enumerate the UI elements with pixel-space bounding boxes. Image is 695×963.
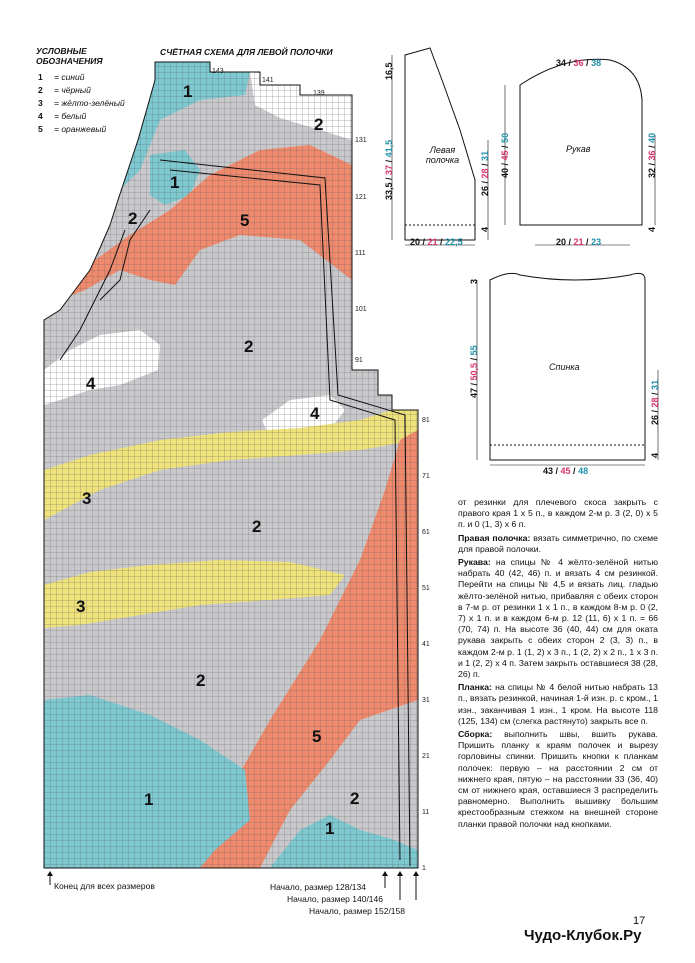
zone-label: 5 bbox=[312, 727, 322, 746]
paragraph: от резинки для плечевого скоса закрыть с правого края 1 х 5 п., в каждом 2-м р. 3 (2, 0) х 5 п. и 0 (1, 3) х 6 п. bbox=[458, 497, 658, 530]
row-number: 91 bbox=[355, 357, 363, 364]
back-top-dim: 3 bbox=[469, 278, 479, 284]
front-height-right: 26 / 28 / 31 bbox=[480, 150, 490, 196]
front-outline bbox=[405, 48, 475, 240]
arrow-head-152 bbox=[413, 871, 419, 876]
zone-label: 2 bbox=[350, 789, 360, 808]
sleeve-label: Рукав bbox=[566, 144, 591, 154]
legend-item: 1 = синий bbox=[38, 72, 85, 82]
row-number: 141 bbox=[262, 77, 274, 84]
start-128-label: Начало, размер 128/134 bbox=[270, 882, 366, 892]
front-height-left: 33,5 / 37 / 41,5 bbox=[384, 139, 394, 200]
arrow-head-128 bbox=[382, 871, 388, 876]
back-label: Спинка bbox=[549, 362, 580, 372]
zone-label: 3 bbox=[76, 597, 86, 616]
front-rib: 4 bbox=[480, 226, 490, 232]
row-number: 101 bbox=[355, 306, 367, 313]
zone-label: 1 bbox=[325, 819, 335, 838]
schematics-svg bbox=[380, 40, 680, 480]
instructions-text bbox=[458, 497, 658, 832]
paragraph: Рукава: на спицы № 4 жёлто-зелёной нитью набрать 40 (42, 46) п. и вязать 4 см резинкой. Перейти на спицы № 4,5 и вязать лиц. гладью жёлто-зелёной нитью, прибавляя с обеих сторон в 7-м р. от резинки 1 х 1 п., в каждом 8-м р. 0 (2, 7) х 1 п. и в каждом 6-м р. 12 (11, 6) х 1 п. = 66 (70, 74) п. На высоте 36 (40, 44) см для оката рукава закрыть с обеих сторон 2 (3, 3) п., в каждом 2-м р. 1 (1, 2) х 3 п., 1 (2, 2) х 2 п., 1 х 3 п. и 1 (2, 2) х 4 п. Затем закрыть оставшиеся 38 (28, 26) п. bbox=[458, 557, 658, 680]
start-140-label: Начало, размер 140/146 bbox=[287, 894, 383, 904]
row-number: 11 bbox=[422, 809, 430, 816]
zone-label: 1 bbox=[183, 82, 193, 101]
row-number: 111 bbox=[355, 250, 366, 257]
sleeve-top-width: 34 / 36 / 38 bbox=[556, 58, 602, 68]
back-rib: 4 bbox=[650, 452, 660, 458]
zone-label: 1 bbox=[170, 173, 180, 192]
row-number: 139 bbox=[313, 90, 325, 97]
row-number: 21 bbox=[422, 753, 430, 760]
sleeve-height-left: 40 / 45 / 50 bbox=[500, 132, 510, 178]
sleeve-rib: 4 bbox=[647, 226, 657, 232]
row-number: 41 bbox=[422, 641, 430, 648]
zone-label: 2 bbox=[244, 337, 254, 356]
arrow-head-end bbox=[47, 871, 53, 876]
back-height-right: 26 / 28 / 31 bbox=[650, 379, 660, 425]
legend-item: 4 = белый bbox=[38, 111, 87, 121]
zone-label: 3 bbox=[82, 489, 92, 508]
sleeve-outline bbox=[520, 59, 642, 225]
start-152-label: Начало, размер 152/158 bbox=[309, 906, 405, 916]
row-number: 81 bbox=[422, 417, 430, 424]
legend-title: УСЛОВНЫЕ ОБОЗНАЧЕНИЯ bbox=[36, 46, 103, 66]
row-number: 61 bbox=[422, 529, 430, 536]
paragraph: Сборка: выполнить швы, вшить рукава. Пришить планку к краям полочек и вырезу горловины спинки. Пришить кнопки к планкам полочек: первую – на расстоянии 2 см от нижнего края, пятую – на расстоянии 33 (36, 40) см от нижнего края, оставшиеся 3 распределить равномерно. Выполнить вышивку большим крестообразным стежком на внешней стороне планки правой полочки над кнопками. bbox=[458, 729, 658, 829]
page-number: 17 bbox=[633, 915, 646, 927]
zone-label: 2 bbox=[128, 209, 138, 228]
legend-item: 3 = жёлто-зелёный bbox=[38, 98, 125, 108]
back-width: 43 / 45 / 48 bbox=[543, 466, 589, 476]
legend-item: 2 = чёрный bbox=[38, 85, 91, 95]
legend-item: 5 = оранжевый bbox=[38, 124, 107, 134]
row-number: 71 bbox=[422, 473, 430, 480]
sleeve-width: 20 / 21 / 23 bbox=[556, 237, 602, 247]
chart-title: СЧЁТНАЯ СХЕМА ДЛЯ ЛЕВОЙ ПОЛОЧКИ bbox=[160, 47, 333, 57]
zone-label: 4 bbox=[86, 374, 96, 393]
zone-label: 5 bbox=[240, 211, 250, 230]
zone-label: 2 bbox=[196, 671, 206, 690]
back-height-left: 47 / 50,5 / 55 bbox=[469, 345, 479, 398]
paragraph: Планка: на спицы № 4 белой нитью набрать 13 п., вязать резинкой, начиная 1-й изн. р. с кром., 1 изн., заканчивая 1 изн., 1 кром. На высоте 118 (125, 134) см (слегка растянуто) закрыть все п. bbox=[458, 682, 658, 726]
zone-label: 1 bbox=[144, 790, 154, 809]
sleeve-height-right: 32 / 36 / 40 bbox=[647, 132, 657, 178]
row-number: 31 bbox=[422, 697, 430, 704]
row-number: 51 bbox=[422, 585, 430, 592]
watermark: Чудо-Клубок.Ру bbox=[524, 927, 642, 944]
end-label: Конец для всех размеров bbox=[54, 881, 155, 891]
row-number: 121 bbox=[355, 194, 367, 201]
zone-label: 2 bbox=[252, 517, 262, 536]
front-label: Левая полочка bbox=[425, 145, 460, 165]
row-number: 1 bbox=[422, 865, 426, 872]
chart-grid bbox=[40, 60, 420, 870]
zone-label: 4 bbox=[310, 404, 320, 423]
zone-label: 2 bbox=[314, 115, 324, 134]
paragraph: Правая полочка: вязать симметрично, по схеме для правой полочки. bbox=[458, 532, 658, 554]
arrow-head-140 bbox=[397, 871, 403, 876]
front-width: 20 / 21 / 22,5 bbox=[410, 237, 463, 247]
row-number: 131 bbox=[355, 137, 367, 144]
row-number: 143 bbox=[212, 68, 224, 75]
front-top-dim: 16,5 bbox=[384, 62, 394, 80]
